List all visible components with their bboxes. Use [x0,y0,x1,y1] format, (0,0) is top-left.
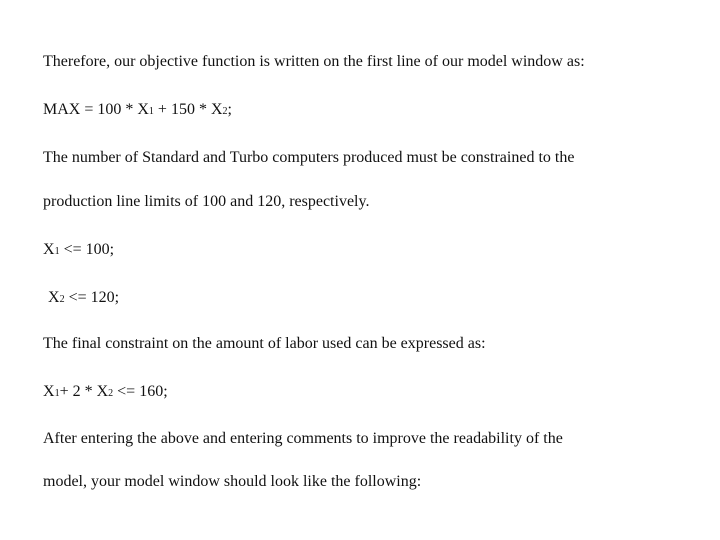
objective-prefix: MAX = 100 * X [43,101,149,118]
constraint-text-line-1: The number of Standard and Turbo computers produced must be constrained to the [43,149,575,166]
objective-suffix: ; [227,101,232,118]
objective-function [43,100,232,122]
c3-mid: + 2 * X [59,383,109,400]
final-constraint-text: The final constraint on the amount of labor used can be expressed as: [43,335,486,352]
c3-subscript-1: 1 [54,388,60,399]
c1-subscript: 1 [54,246,60,257]
c2-subscript: 2 [59,294,65,305]
c3-subscript-2: 2 [108,388,114,399]
c2-prefix: X [48,289,60,306]
constraint-2 [48,288,119,310]
objective-subscript-2: 2 [222,106,228,117]
constraint-text-line-2: production line limits of 100 and 120, respectively. [43,193,370,210]
c3-suffix: <= 160; [113,383,168,400]
intro-text: Therefore, our objective function is written on the first line of our model window as: [43,53,585,70]
closing-line-2: model, your model window should look like the following: [43,473,422,490]
c3-prefix: X [43,383,55,400]
objective-mid: + 150 * X [153,101,223,118]
closing-line-1: After entering the above and entering comments to improve the readability of the [43,430,563,447]
constraint-3 [43,382,168,404]
c1-prefix: X [43,241,55,258]
c2-suffix: <= 120; [64,289,120,306]
constraint-1 [43,240,114,262]
objective-subscript-1: 1 [148,106,154,117]
c1-suffix: <= 100; [59,241,115,258]
